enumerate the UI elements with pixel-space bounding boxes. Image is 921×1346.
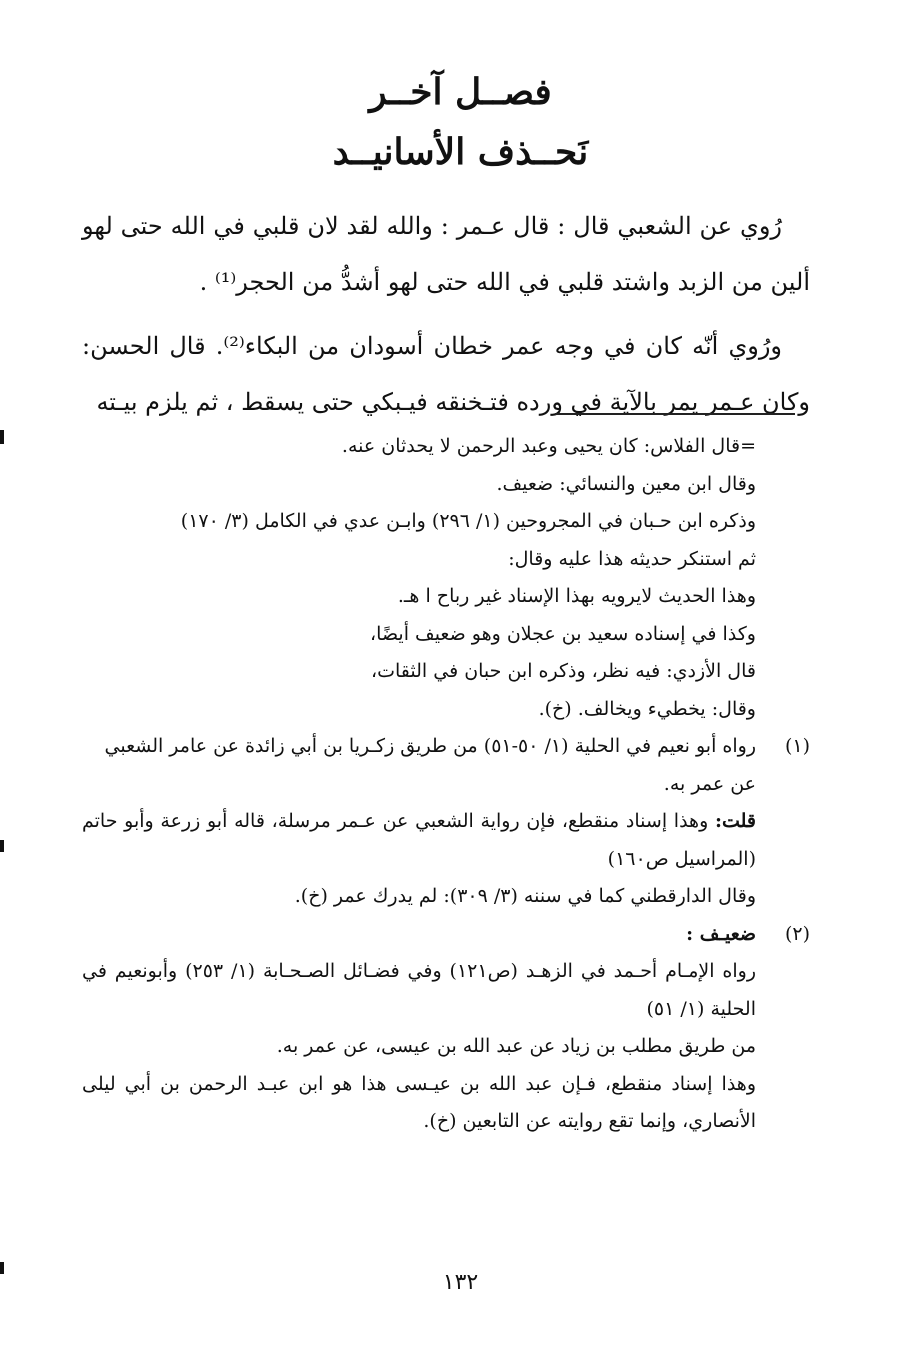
chapter-subtitle: نَحــذف الأسانيــد xyxy=(332,131,589,173)
main-text xyxy=(82,198,810,430)
footnote-2-line: رواه الإمـام أحـمد في الزهـد (ص١٢١) وفي فضـائل الصـحـابة (١/ ٢٥٣) وأبونعيم في الحلية (١/ ٥١) xyxy=(82,960,756,1020)
footnote-text: رواه أبو نعيم في الحلية (١/ ٥٠-٥١) من طريق زكـريا بن أبي زائدة عن عامر الشعبي عن عمر به. xyxy=(104,735,756,795)
footnotes xyxy=(82,428,810,1141)
page-number: ١٣٢ xyxy=(442,1270,479,1295)
footnote-number: (٢) xyxy=(784,922,810,945)
qult-label: قلت: xyxy=(714,810,756,832)
footnote-continuation-line: وذكره ابن حـبان في المجروحين (١/ ٢٩٦) وابـن عدي في الكامل (٣/ ١٧٠) xyxy=(180,510,756,532)
scan-edge-mark xyxy=(0,840,4,852)
main-paragraph-2: ورُوي أنّه كان في وجه عمر خطان أسودان من البكاء⁽²⁾. قال الحسن: وكان عـمر يمر بالآية في ورده فتـخنقه فيـبكي حتى يسقط ، ثم يلزم بيـته xyxy=(82,332,810,416)
footnote-2 xyxy=(82,916,810,954)
scan-edge-mark xyxy=(0,430,4,444)
chapter-title: فصــل آخــر xyxy=(369,71,552,113)
footnote-grade: ضعيـف : xyxy=(686,922,756,945)
footnote-continuation-line: =قال الفلاس: كان يحيى وعبد الرحمن لا يحدثان عنه. xyxy=(341,435,756,457)
footnote-2-line: من طريق مطلب بن زياد عن عبد الله بن عيسى، عن عمر به. xyxy=(276,1035,756,1057)
footnote-1-comment xyxy=(82,803,810,878)
footnote-continuation-line: قال الأزدي: فيه نظر، وذكره ابن حبان في الثقات، xyxy=(370,660,756,682)
footnote-separator xyxy=(555,413,795,415)
footnote-number: (١) xyxy=(784,735,810,757)
footnote-2-line: وهذا إسناد منقطع، فـإن عبد الله بن عيـسى هذا هو ابن عبـد الرحمن بن أبي ليلى الأنصاري، وإنما تقع روايته عن التابعين (خ). xyxy=(82,1072,756,1132)
scan-edge-mark xyxy=(0,1262,4,1274)
footnote-continuation-line: وقال: يخطيء ويخالف. (خ). xyxy=(538,697,756,720)
main-paragraph-1: رُوي عن الشعبي قال : قال عـمر : والله لقد لان قلبي في الله حتى لهو ألين من الزبد واشتد قلبي في الله حتى لهو أشدُّ من الحجر⁽¹⁾ . xyxy=(82,212,810,296)
footnote-continuation-line: وكذا في إسناده سعيد بن عجلان وهو ضعيف أيضًا، xyxy=(370,622,756,645)
qult-text: وهذا إسناد منقطع، فإن رواية الشعبي عن عـمر مرسلة، قاله أبو زرعة وأبو حاتم (المراسيل ص١٦٠) xyxy=(82,810,756,870)
footnote-continuation-line: ثم استنكر حديثه هذا عليه وقال: xyxy=(508,547,756,570)
footnote-1 xyxy=(82,728,810,803)
footnote-1-extra: وقال الدارقطني كما في سننه (٣/ ٣٠٩): لم يدرك عمر (خ). xyxy=(294,885,756,907)
footnote-continuation-line: وقال ابن معين والنسائي: ضعيف. xyxy=(496,472,756,495)
footnote-continuation-line: وهذا الحديث لايرويه بهذا الإسناد غير رباح ا هـ. xyxy=(397,585,756,607)
